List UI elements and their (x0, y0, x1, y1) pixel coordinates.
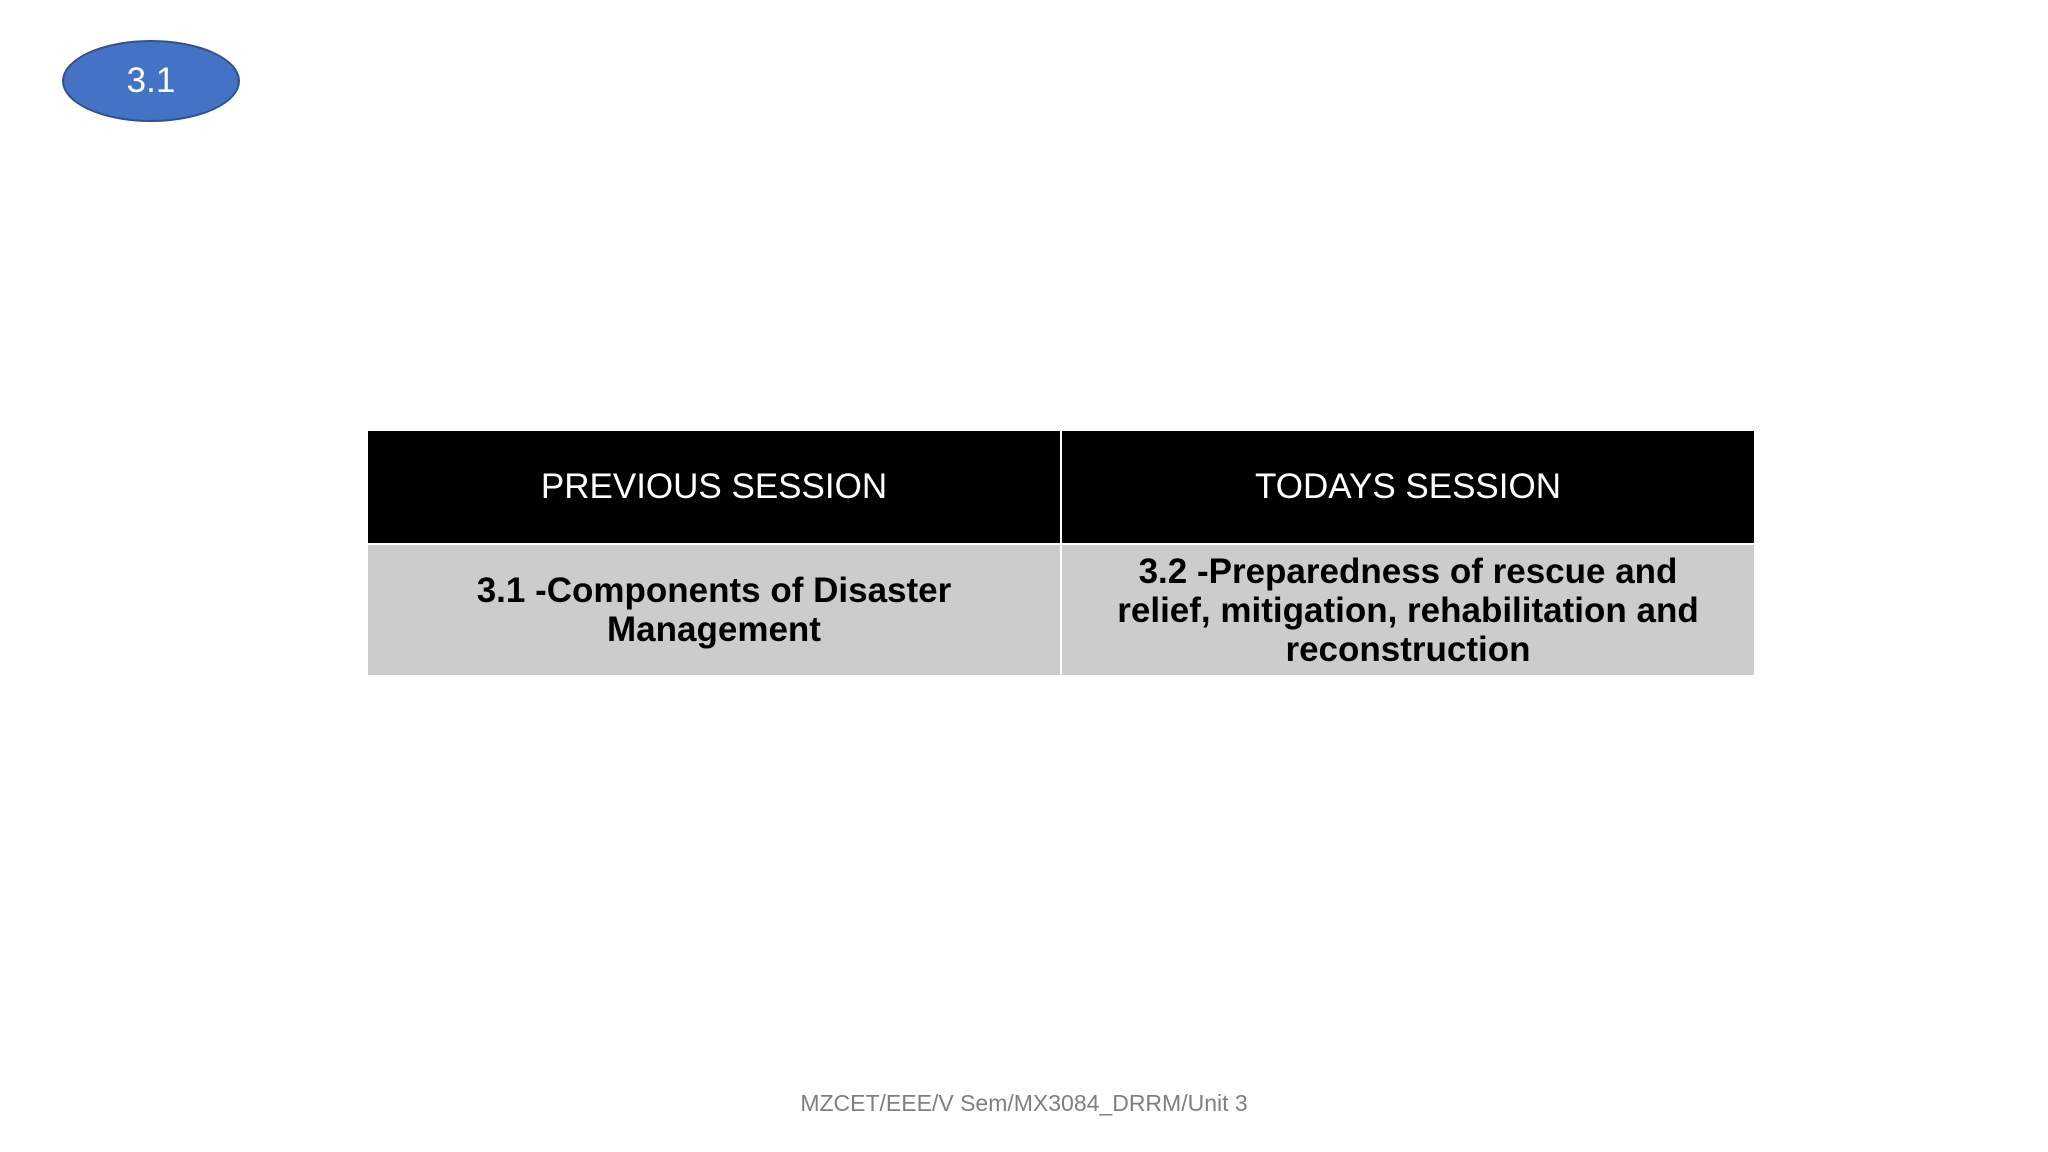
session-badge (62, 40, 240, 122)
footer-text: MZCET/EEE/V Sem/MX3084_DRRM/Unit 3 (800, 1090, 1248, 1116)
table-row (368, 544, 1754, 675)
cell-previous-session-topic: 3.1 -Components of Disaster Management (368, 544, 1061, 675)
session-table (368, 431, 1754, 675)
header-previous-session: PREVIOUS SESSION (368, 431, 1061, 544)
table-header-row (368, 431, 1754, 544)
session-badge-label: 3.1 (126, 61, 176, 100)
header-todays-session: TODAYS SESSION (1061, 431, 1754, 544)
cell-todays-session-topic: 3.2 -Preparedness of rescue and relief, mitigation, rehabilitation and reconstruction (1061, 544, 1754, 675)
